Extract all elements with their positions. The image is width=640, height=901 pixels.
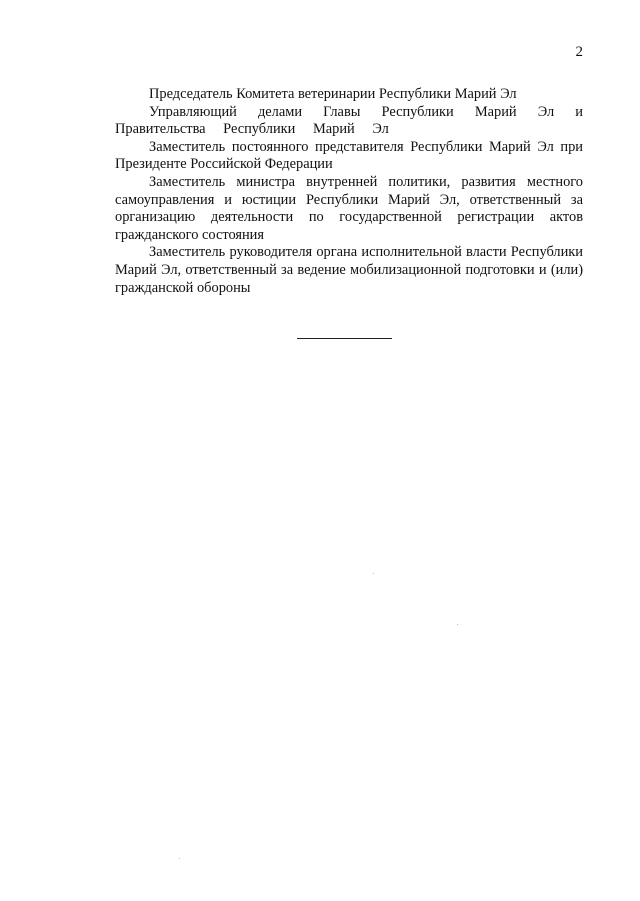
page-number: 2 (575, 44, 583, 60)
paragraph-deputy-representative: Заместитель постоянного представителя Республики Марий Эл при Президенте Российской Федерации (115, 138, 583, 173)
separator-line (297, 338, 392, 339)
scan-speck (179, 858, 180, 859)
scan-speck (373, 573, 374, 574)
paragraph-deputy-minister: Заместитель министра внутренней политики, развития местного самоуправления и юстиции Республики Марий Эл, ответственный за организацию деятельности по государственной регистрации актов гражданского состояния (115, 173, 583, 243)
paragraph-deputy-head: Заместитель руководителя органа исполнительной власти Республики Марий Эл, ответственный за ведение мобилизационной подготовки и (или) гражданской обороны (115, 244, 583, 296)
scan-speck (457, 624, 458, 625)
document-body (115, 86, 583, 297)
paragraph-administrator: Управляющий делами Главы Республики Марий Эл и Правительства Республики Марий Эл (115, 103, 583, 138)
paragraph-committee-chair: Председатель Комитета ветеринарии Республики Марий Эл (149, 86, 517, 102)
